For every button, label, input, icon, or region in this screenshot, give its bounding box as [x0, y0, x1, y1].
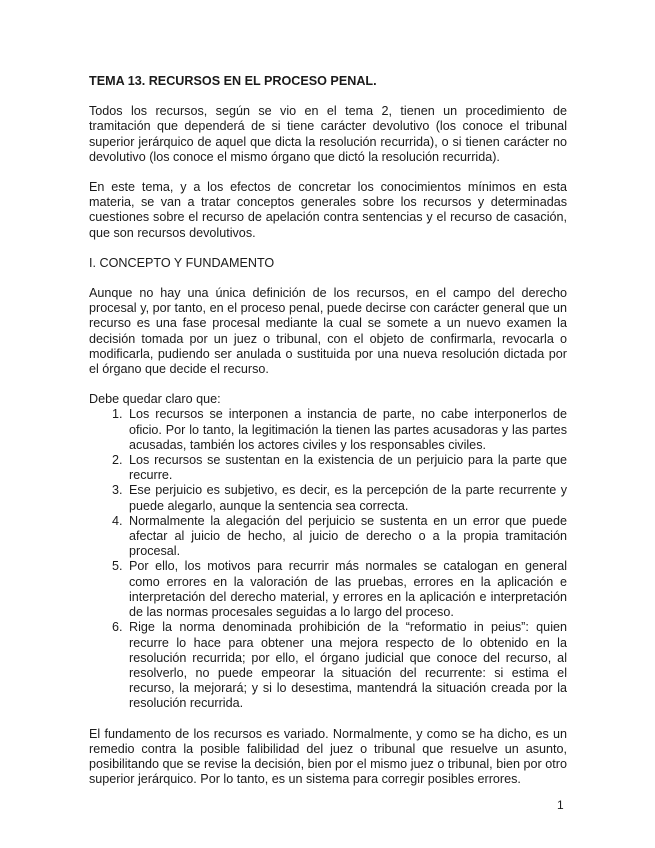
document-title: TEMA 13. RECURSOS EN EL PROCESO PENAL.: [89, 74, 377, 88]
list-item: 2. Los recursos se sustentan en la existencia de un perjuicio para la parte que recurre.: [126, 453, 567, 483]
document-page: [89, 74, 567, 802]
paragraph-recursos-devolutivos: Todos los recursos, según se vio en el tema 2, tienen un procedimiento de tramitación que dependerá de si tiene carácter devolutivo (los conoce el tribunal superior jerárquico de aquel que dicta la resolución recurrida), o si tienen carácter no devolutivo (los conoce el mismo órgano que dictó la resolución recurrida).: [89, 104, 567, 164]
list-item: 4. Normalmente la alegación del perjuicio se sustenta en un error que puede afectar al juicio de hecho, al juicio de derecho o a la propia tramitación procesal.: [126, 514, 567, 560]
list-item: 3. Ese perjuicio es subjetivo, es decir, es la percepción de la parte recurrente y puede alegarlo, aunque la sentencia sea correcta.: [126, 483, 567, 513]
list-intro: Debe quedar claro que:: [89, 392, 221, 407]
list-item: 1. Los recursos se interponen a instancia de parte, no cabe interponerlos de oficio. Por lo tanto, la legitimación la tienen las partes acusadoras y las partes acusadas, también los actores civiles y los responsables civiles.: [126, 407, 567, 453]
list-item: 6. Rige la norma denominada prohibición de la “reformatio in peius”: quien recurre lo hace para obtener una mejora respecto de lo obtenido en la resolución recurrida; por ello, el órgano judicial que conoce del recurso, al resolverlo, no puede empeorar la situación del recurrente: si estima el recurso, la mejorará; y si lo desestima, mantendrá la situación creada por la resolución recurrida.: [126, 620, 567, 711]
paragraph-fundamento: El fundamento de los recursos es variado. Normalmente, y como se ha dicho, es un remedio contra la posible falibilidad del juez o tribunal que resuelve un asunto, posibilitando que se revise la decisión, bien por el mismo juez o tribunal, bien por otro superior jerárquico. Por lo tanto, es un sistema para corregir posibles errores.: [89, 726, 567, 787]
paragraph-tema-alcance: En este tema, y a los efectos de concretar los conocimientos mínimos en esta materia, se van a tratar conceptos generales sobre los recursos y determinadas cuestiones sobre el recurso de apelación contra sentencias y el recurso de casación, que son recursos devolutivos.: [89, 180, 567, 240]
page-number: 1: [557, 798, 564, 812]
paragraph-definicion: Aunque no hay una única definición de los recursos, en el campo del derecho procesal y, por tanto, en el proceso penal, puede decirse con carácter general que un recurso es una fase procesal mediante la cual se somete a un nuevo examen la decisión tomada por un juez o tribunal, con el objeto de confirmarla, revocarla o modificarla, pudiendo ser anulada o sustituida por una nueva resolución dictada por el órgano que decide el recurso.: [89, 286, 567, 377]
section-heading: I. CONCEPTO Y FUNDAMENTO: [89, 255, 275, 270]
list-item: 5. Por ello, los motivos para recurrir más normales se catalogan en general como errores en la valoración de las pruebas, errores en la aplicación e interpretación del derecho material, y errores en la aplicación e interpretación de las normas procesales seguidas a lo largo del proceso.: [126, 559, 567, 620]
numbered-list: [89, 407, 567, 711]
